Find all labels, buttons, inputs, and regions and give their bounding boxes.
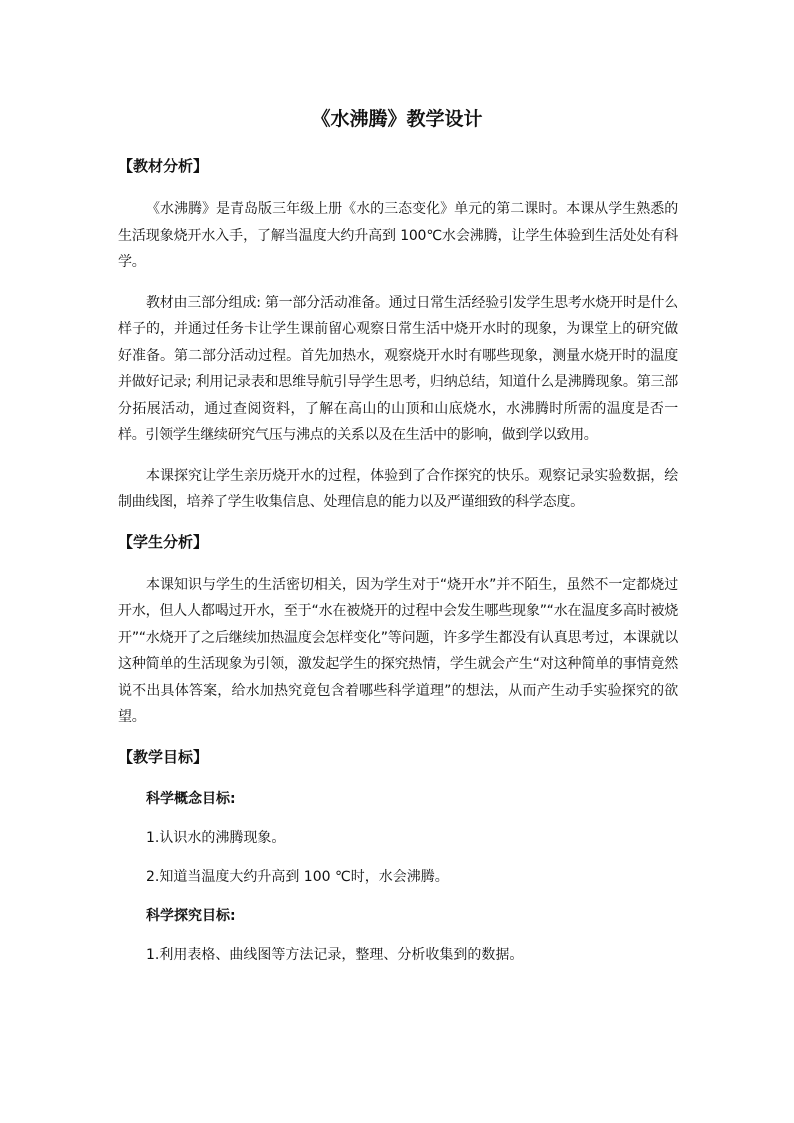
- subsection-title-inquiry-goals: 科学探究目标:: [146, 907, 236, 924]
- list-item: 1.利用表格、曲线图等方法记录，整理、分析收集到的数据。: [146, 946, 524, 963]
- paragraph: 教材由三部分组成: 第一部分活动准备。通过日常生活经验引发学生思考水烧开时是什么样子的，并通过任务卡让学生课前留心观察日常生活中烧开水时的现象，为课堂上的研究做好准备。第二部分活动过程。首先加热水，观察烧开水时有哪些现象，测量水烧开时的温度并做好记录; 利用记录表和思维导航引导学生思考，归纳总结，知道什么是沸腾现象。第三部分拓展活动，通过查阅资料，了解在高山的山顶和山底烧水，水沸腾时所需的温度是否一样。引领学生继续研究气压与沸点的关系以及在生活中的影响，做到学以致用。: [118, 294, 678, 443]
- section-heading-textbook-analysis: 【教材分析】: [118, 157, 209, 175]
- paragraph: 本课探究让学生亲历烧开水的过程，体验到了合作探究的快乐。观察记录实验数据，绘制曲线图，培养了学生收集信息、处理信息的能力以及严谨细致的科学态度。: [118, 467, 678, 510]
- section-heading-teaching-goals: 【教学目标】: [118, 747, 209, 766]
- paragraph: 《水沸腾》是青岛版三年级上册《水的三态变化》单元的第二课时。本课从学生熟悉的生活现象烧开水入手，了解当温度大约升高到 100℃水会沸腾，让学生体验到生活处处有科学。: [118, 201, 678, 270]
- section-heading-student-analysis: 【学生分析】: [118, 532, 209, 551]
- document-body: [118, 154, 678, 967]
- subsection-title-concept-goals: 科学概念目标:: [146, 790, 236, 807]
- list-item: 1.认识水的沸腾现象。: [146, 829, 286, 846]
- paragraph: 本课知识与学生的生活密切相关，因为学生对于“烧开水”并不陌生，虽然不一定都烧过开水，但人人都喝过开水，至于“水在被烧开的过程中会发生哪些现象”“水在温度多高时被烧开”“水烧开了之后继续加热温度会怎样变化”等问题，许多学生都没有认真思考过，本课就以这种简单的生活现象为引领，激发起学生的探究热情，学生就会产生“对这种简单的事情竟然说不出具体答案，给水加热究竟包含着哪些科学道理”的想法，从而产生动手实验探究的欲望。: [118, 576, 678, 725]
- list-item: 2.知道当温度大约升高到 100 ℃时，水会沸腾。: [146, 868, 449, 885]
- document-title: 《水沸腾》教学设计: [311, 108, 483, 130]
